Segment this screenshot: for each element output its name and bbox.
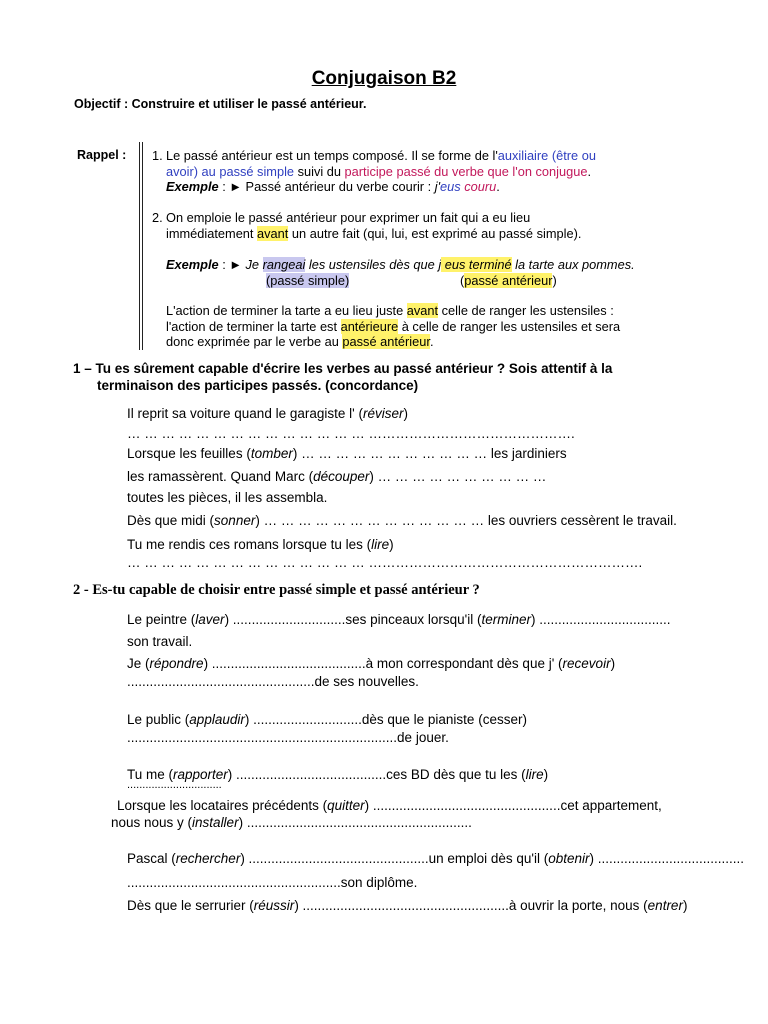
p2-a1b: avant — [406, 303, 439, 318]
p1-l2b: suivi du — [294, 164, 345, 179]
p2-a3a: donc exprimée par le verbe au — [166, 334, 343, 349]
ex2-line — [127, 656, 615, 671]
ex2-line — [127, 612, 671, 627]
point2-line2 — [166, 226, 581, 242]
ex2-line[interactable]: ........................................................................de jouer. — [127, 730, 449, 745]
ex2-s4d: lire — [525, 767, 544, 782]
ex2-line — [117, 798, 662, 813]
p2-ex-d: eus terminé — [441, 257, 512, 272]
ex1-line — [127, 446, 567, 461]
ex2-line — [127, 712, 527, 727]
ex2-line: son travail. — [127, 634, 193, 649]
ex2-line[interactable]: ..................................................de ses nouvelles. — [127, 674, 419, 689]
p2-a3c: . — [429, 334, 434, 349]
ex1-l6a: Dès que midi ( — [127, 513, 215, 528]
ex1-l7a: Tu me rendis ces romans lorsque tu les ( — [127, 537, 372, 552]
ex2-s6c[interactable]: ) ................................................un emploi dès qu'il ( — [240, 851, 549, 866]
p2-ex-a: Je — [245, 257, 263, 272]
ex2-s5c[interactable]: ) ..................................................cet appartement, — [364, 798, 662, 813]
p2-ex-e: la tarte aux pommes. — [511, 257, 635, 272]
p2-paren-open: ( — [460, 273, 465, 288]
ex2-s3a: Le public ( — [127, 712, 190, 727]
rappel-label: Rappel : — [77, 148, 127, 162]
p1-ex-pron: j' — [434, 179, 441, 194]
ex2-s2e: ) — [610, 656, 616, 671]
p2-paren-hl: passé antérieur — [464, 273, 553, 288]
ex2-s6d: obtenir — [548, 851, 590, 866]
p2-a2c: à celle de ranger les ustensiles et sera — [398, 319, 621, 334]
ex2-answer-blank[interactable]: ............................... — [127, 779, 222, 791]
ex2-s1e[interactable]: ) ................................... — [531, 612, 671, 627]
ex2-s6a: Pascal ( — [127, 851, 176, 866]
rappel-rule-left — [139, 142, 140, 350]
ex1-answer-blank[interactable]: … … … … … … … … … … … … … … ……………………………………………………. — [127, 555, 643, 570]
rappel-rule-right — [142, 142, 143, 350]
p2-ex-b: rangeai — [262, 257, 306, 272]
ex1-l7c: ) — [389, 537, 394, 552]
point2-action-line1 — [166, 303, 614, 319]
point1-example — [166, 179, 500, 195]
p2-paren-ps: (passé simple) — [266, 273, 350, 288]
ex1-line — [127, 469, 546, 484]
ex1-answer-blank[interactable]: … … … … … … … … … … … … … … ………………………………………. — [127, 426, 575, 441]
ex1-l3c[interactable]: ) … … … … … … … … … … … les jardiniers — [292, 446, 567, 461]
paren-passe-anterieur — [460, 273, 557, 289]
ex2-s5e: installer — [192, 815, 239, 830]
ex1-line — [127, 406, 408, 421]
ex2-s7e: ) — [682, 898, 688, 913]
p1-l1b: auxiliaire (être ou — [497, 148, 596, 163]
ex2-s4e: ) — [543, 767, 549, 782]
ex2-s4b: rapporter — [173, 767, 228, 782]
ex2-s3c[interactable]: ) .............................dès que le pianiste (cesser) — [244, 712, 527, 727]
ex2-s4a: Tu me ( — [127, 767, 174, 782]
ex2-line — [127, 898, 687, 913]
p2-a1a: L'action de terminer la tarte a eu lieu juste — [166, 303, 407, 318]
p2-l2c: un autre fait (qui, lui, est exprimé au passé simple). — [288, 226, 582, 241]
ex2-s5a: Lorsque les locataires précédents ( — [117, 798, 328, 813]
ex1-l4c[interactable]: ) … … … … … … … … … … — [369, 469, 547, 484]
p2-a1c: celle de ranger les ustensiles : — [438, 303, 614, 318]
p1-ex-aux: eus — [440, 179, 461, 194]
point2-action-line2 — [166, 319, 620, 335]
ex2-s5f[interactable]: ) ............................................................ — [238, 815, 472, 830]
ex1-l3a: Lorsque les feuilles ( — [127, 446, 251, 461]
ex2-s4c[interactable]: ) ........................................ces BD dès que tu les ( — [227, 767, 526, 782]
ex1-line: toutes les pièces, il les assembla. — [127, 490, 328, 505]
p1-ex-label: Exemple — [166, 179, 219, 194]
p2-a2a: l'action de terminer la tarte est — [166, 319, 341, 334]
ex1-l1a: Il reprit sa voiture quand le garagiste l' ( — [127, 406, 363, 421]
ex2-s1d: terminer — [481, 612, 531, 627]
p2-ex-c: les ustensiles dès que j — [305, 257, 442, 272]
point1-num: 1. — [152, 148, 163, 163]
point2-num: 2. — [152, 210, 163, 225]
ex2-s1c[interactable]: ) ..............................ses pinceaux lorsqu'il ( — [224, 612, 482, 627]
p2-paren-close: ) — [552, 273, 557, 288]
ex2-s6e[interactable]: ) ....................................... — [589, 851, 745, 866]
p2-ex-label: Exemple — [166, 257, 219, 272]
ex2-s2d: recevoir — [562, 656, 611, 671]
ex1-line — [127, 537, 394, 552]
p2-a3b: passé antérieur — [342, 334, 430, 349]
ex2-s1b: laver — [195, 612, 225, 627]
p1-ex-sep: : ► Passé antérieur du verbe courir : — [218, 179, 435, 194]
ex1-line — [127, 513, 677, 528]
p2-ex-sep: : ► — [218, 257, 246, 272]
p1-l2c: participe passé du verbe que l'on conjugue — [344, 164, 588, 179]
p1-ex-pp: couru — [464, 179, 497, 194]
ex2-line — [111, 815, 472, 830]
point1-line2 — [166, 164, 591, 180]
ex2-s5b: quitter — [327, 798, 365, 813]
ex1-l1b: réviser — [362, 406, 404, 421]
ex2-s2c[interactable]: ) .........................................à mon correspondant dès que j' ( — [203, 656, 563, 671]
p1-ex-end: . — [496, 179, 500, 194]
ex2-s7c[interactable]: ) .......................................................à ouvrir la porte, nous ( — [294, 898, 648, 913]
p2-a2b: antérieure — [340, 319, 399, 334]
ex2-s2a: Je ( — [127, 656, 150, 671]
ex1-l6c[interactable]: ) … … … … … … … … … … … … … les ouvriers cessèrent le travail. — [255, 513, 677, 528]
point2-action-line3 — [166, 334, 434, 350]
ex2-line — [127, 851, 744, 866]
ex1-l7b: lire — [371, 537, 390, 552]
ex2-s5d: nous nous y ( — [111, 815, 193, 830]
p2-l2b: avant — [257, 226, 289, 241]
ex2-s7a: Dès que le serrurier ( — [127, 898, 254, 913]
exercise1-heading-line2: terminaison des participes passés. (concordance) — [97, 378, 419, 393]
p1-l1a: Le passé antérieur est un temps composé. Il se forme de l' — [166, 148, 498, 163]
ex1-l3b: tomber — [250, 446, 293, 461]
p1-l2d: . — [587, 164, 592, 179]
ex1-l4b: découper — [313, 469, 370, 484]
exercise1-heading-line1: 1 – Tu es sûrement capable d'écrire les verbes au passé antérieur ? Sois attentif à la — [73, 361, 613, 376]
ex2-s7b: réussir — [253, 898, 295, 913]
ex1-l6b: sonner — [214, 513, 256, 528]
ex2-s1a: Le peintre ( — [127, 612, 196, 627]
paren-passe-simple — [266, 273, 349, 289]
ex2-s6b: rechercher — [175, 851, 241, 866]
ex2-line[interactable]: .........................................................son diplôme. — [127, 875, 418, 890]
ex2-s7d: entrer — [647, 898, 683, 913]
ex2-s2b: répondre — [149, 656, 204, 671]
exercise2-heading: 2 - Es-tu capable de choisir entre passé simple et passé antérieur ? — [73, 582, 480, 598]
objective: Objectif : Construire et utiliser le passé antérieur. — [74, 97, 367, 111]
ex1-l4a: les ramassèrent. Quand Marc ( — [127, 469, 314, 484]
point2-line1: On emploie le passé antérieur pour exprimer un fait qui a eu lieu — [166, 210, 531, 225]
point1-line1 — [166, 148, 596, 164]
ex2-s3b: applaudir — [189, 712, 245, 727]
page-title: Conjugaison B2 — [311, 68, 457, 89]
point2-example — [166, 257, 635, 273]
ex1-l1c: ) — [403, 406, 408, 421]
p2-l2a: immédiatement — [166, 226, 258, 241]
p1-l2a: avoir) au passé simple — [166, 164, 295, 179]
